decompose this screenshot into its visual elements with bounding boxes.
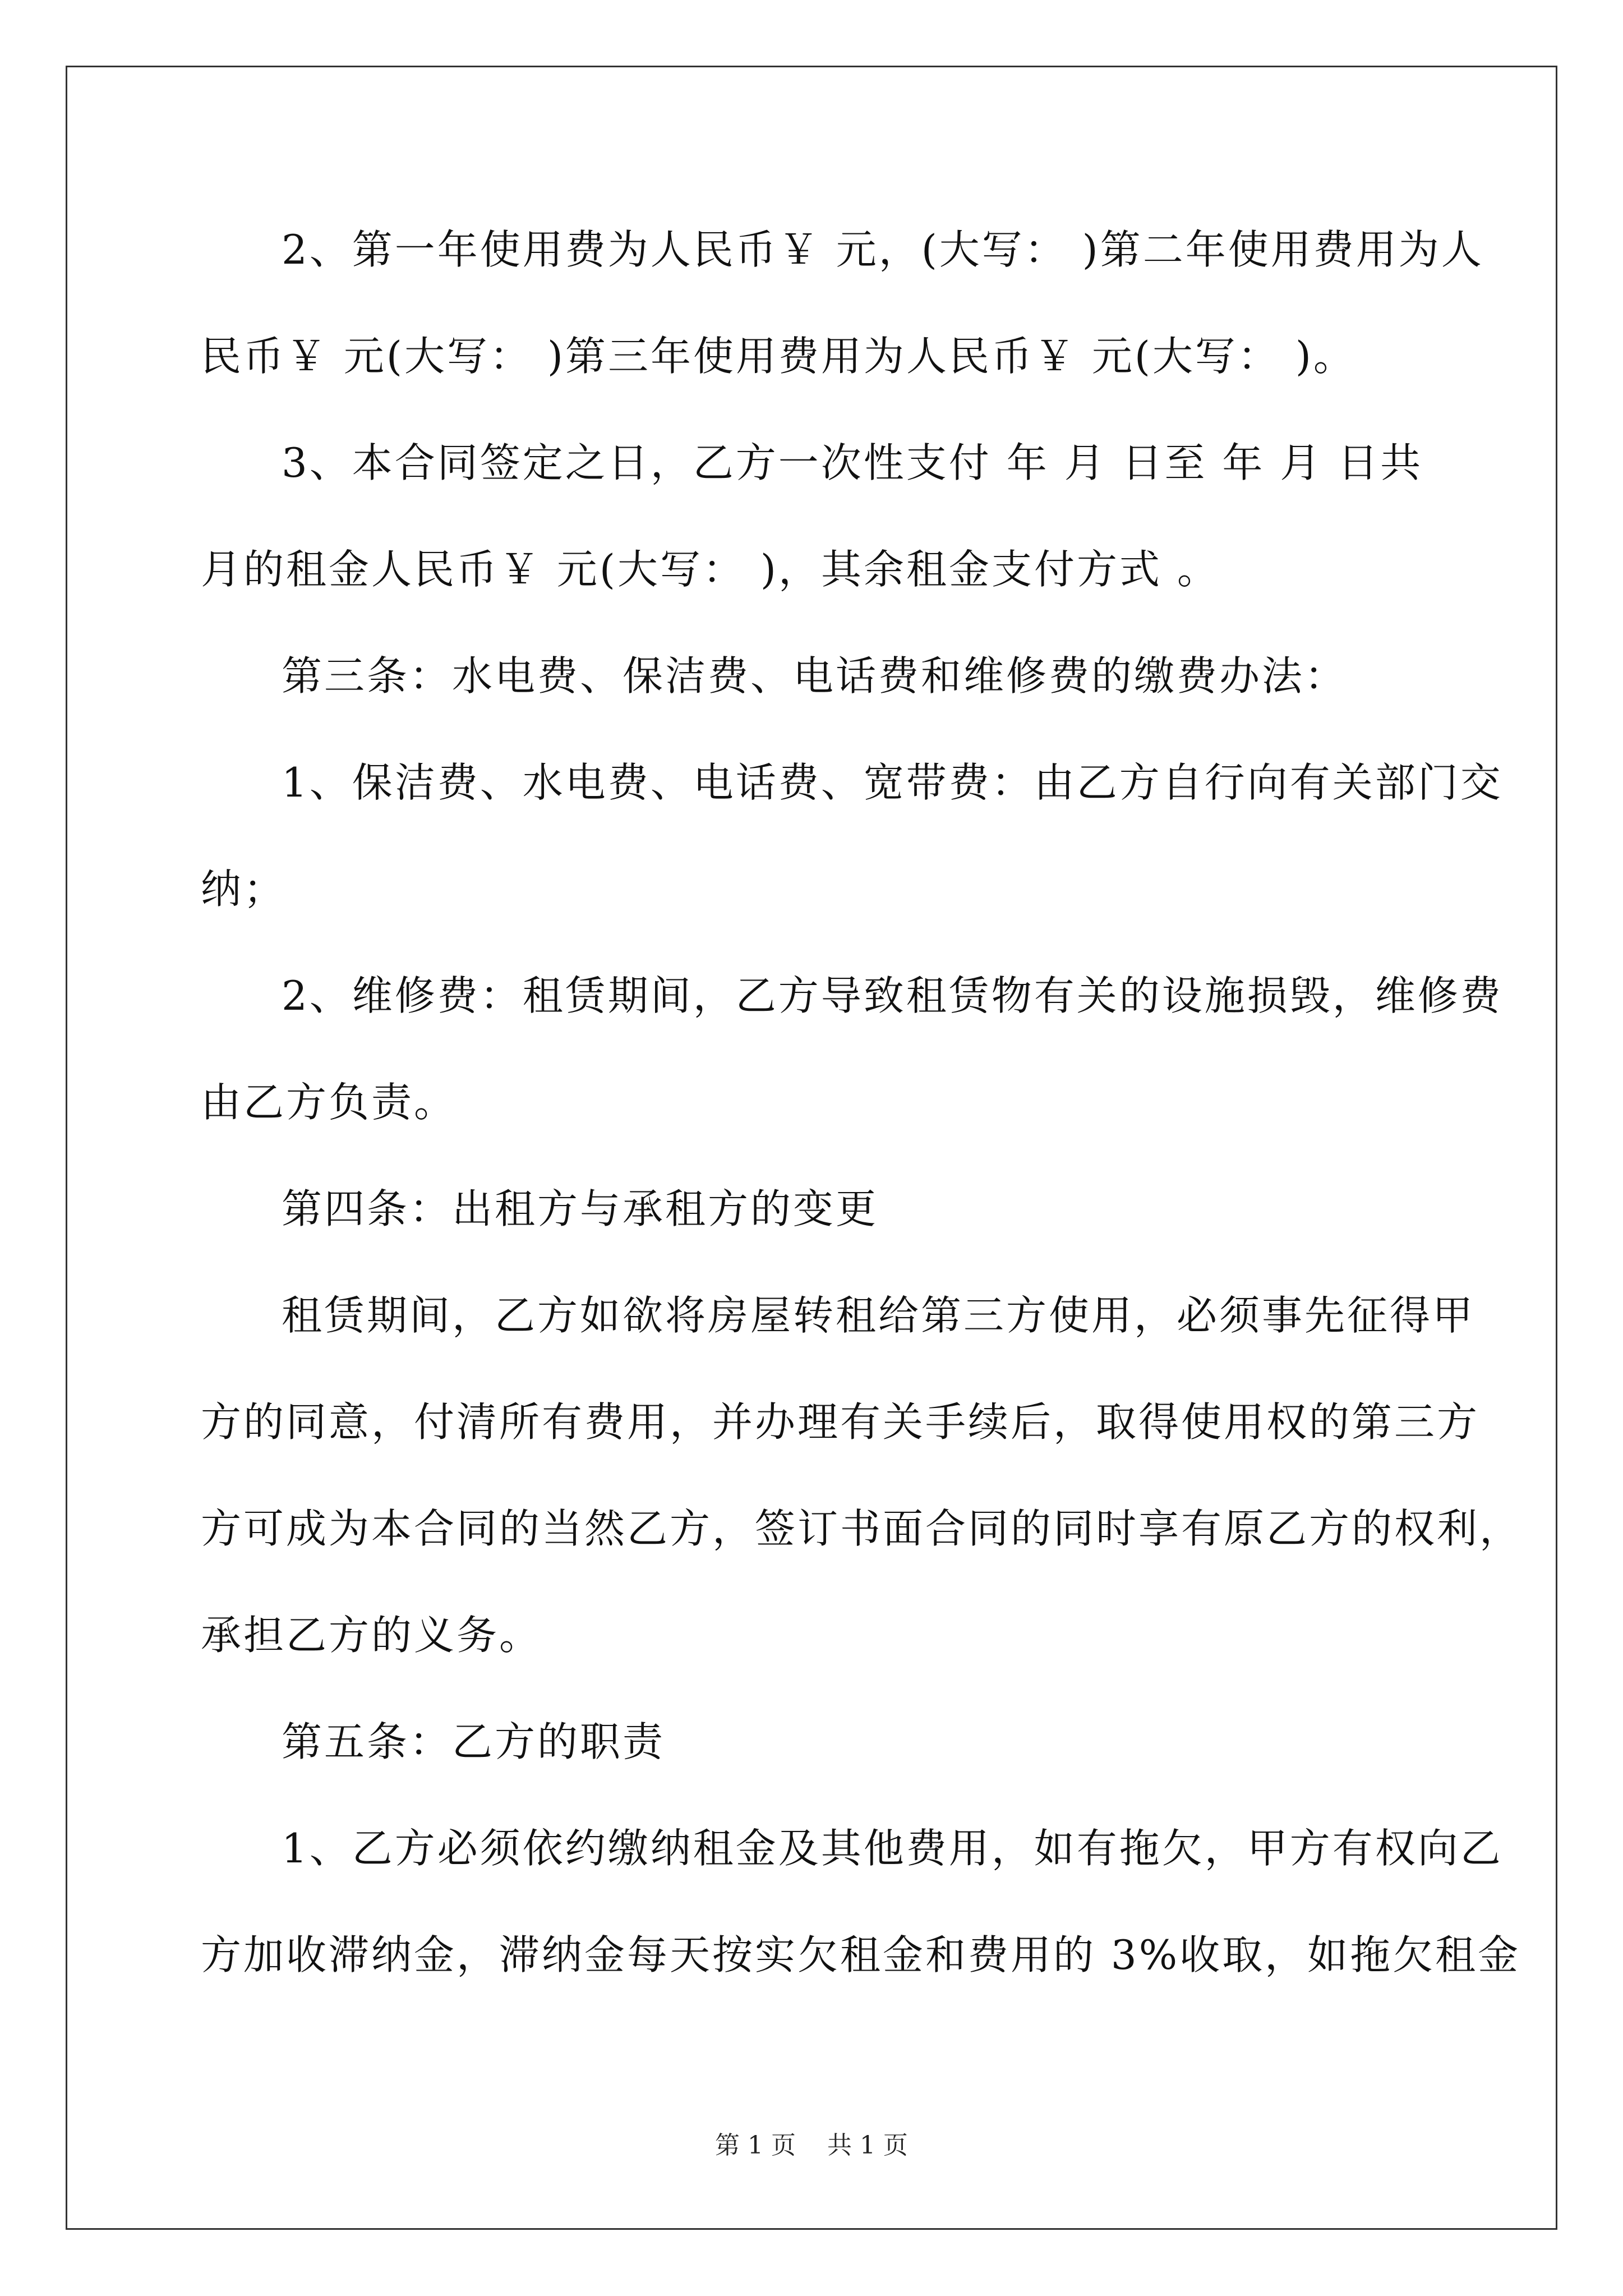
paragraph-line: 月的租金人民币￥ 元(大写： )，其余租金支付方式 。 (201, 546, 1220, 593)
paragraph-line: 方可成为本合同的当然乙方，签订书面合同的同时享有原乙方的权利， (201, 1505, 1523, 1552)
paragraph-line: 2、第一年使用费为人民币￥ 元，(大写： )第二年使用费用为人 (282, 226, 1484, 273)
paragraph-line: 民币￥ 元(大写： )第三年使用费用为人民币￥ 元(大写： )。 (201, 333, 1356, 380)
paragraph-line: 方加收滞纳金，滞纳金每天按实欠租金和费用的 3%收取，如拖欠租金 (201, 1931, 1521, 1978)
section-heading: 第五条：乙方的职责 (282, 1718, 666, 1765)
paragraph-line: 3、本合同签定之日，乙方一次性支付 年 月 日至 年 月 日共 (282, 439, 1423, 486)
paragraph-line: 由乙方负责。 (201, 1079, 457, 1126)
page-number-footer: 第 1 页 共 1 页 (715, 2131, 908, 2160)
paragraph-line: 方的同意，付清所有费用，并办理有关手续后，取得使用权的第三方 (201, 1398, 1480, 1446)
paragraph-line: 1、乙方必须依约缴纳租金及其他费用，如有拖欠，甲方有权向乙 (282, 1825, 1503, 1872)
section-heading: 第四条：出租方与承租方的变更 (282, 1185, 879, 1232)
page-border (66, 66, 1557, 2230)
paragraph-line: 2、维修费：租赁期间，乙方导致租赁物有关的设施损毁，维修费 (282, 972, 1503, 1019)
paragraph-line: 1、保洁费、水电费、电话费、宽带费：由乙方自行向有关部门交 (282, 759, 1503, 806)
paragraph-line: 承担乙方的义务。 (201, 1612, 542, 1659)
paragraph-line: 租赁期间，乙方如欲将房屋转租给第三方使用，必须事先征得甲 (282, 1292, 1476, 1339)
section-heading: 第三条：水电费、保洁费、电话费和维修费的缴费办法： (282, 652, 1348, 700)
paragraph-line: 纳； (201, 866, 287, 913)
